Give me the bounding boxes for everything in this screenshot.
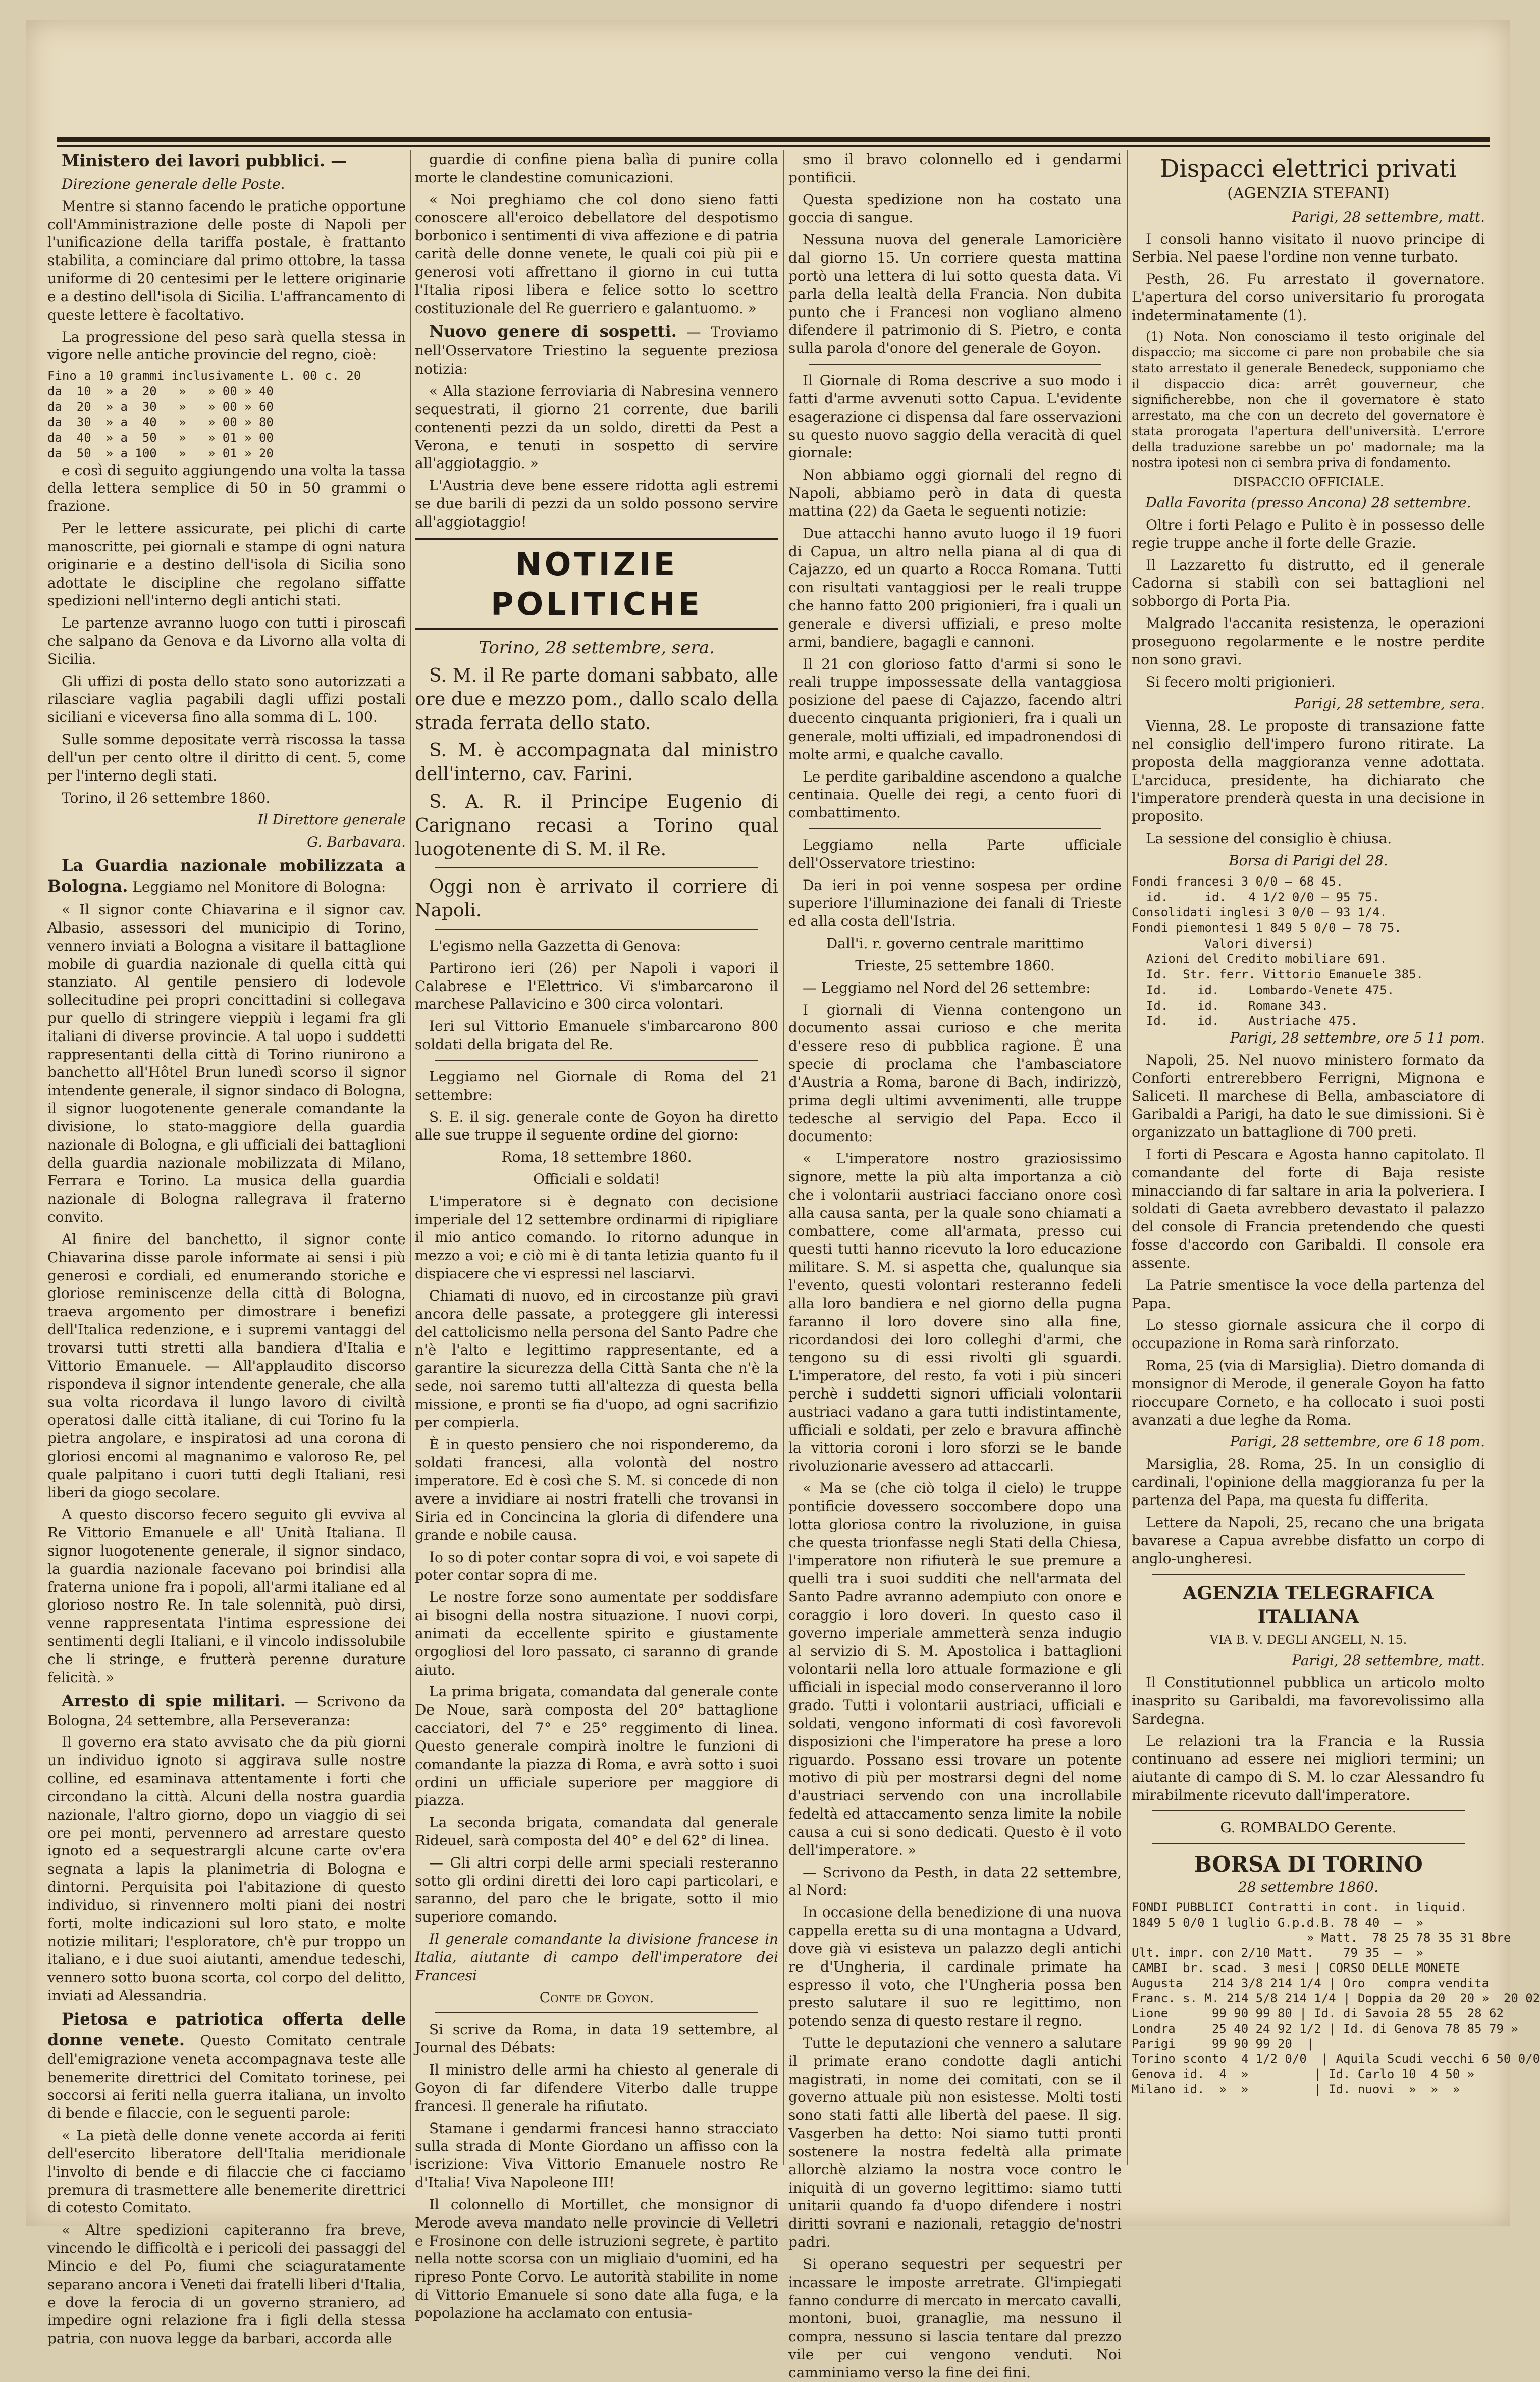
article-heading: Pietosa e patriotica offerta delle donne venete. bbox=[47, 2009, 406, 2049]
paragraph: La seconda brigata, comandata dal generale Rideuel, sarà composta del 40° e del 62° di linea. bbox=[415, 1814, 778, 1849]
paragraph: « La pietà delle donne venete accorda ai feriti dell'esercito liberatore dell'Italia meridionale l'involto di bende e di filaccie che ci facciamo premura di trasmettere alle benemerite direttrici di cotesto Comitato. bbox=[47, 2127, 406, 2216]
tariff-row: da 30 » a 40 » » 00 » 80 bbox=[47, 415, 274, 430]
quote-row: Azioni del Credito mobiliare 691. bbox=[1132, 952, 1387, 966]
dateline: Roma, 18 settembre 1860. bbox=[501, 1149, 692, 1166]
quote-row: Fondi francesi 3 0/0 — 68 45. bbox=[1132, 874, 1344, 889]
paragraph: Il ministro delle armi ha chiesto al generale di Goyon di far difendere Viterbo dalle truppe francesi. Il generale ha rifiutato. bbox=[415, 2061, 778, 2114]
quote-row: Id. id. Lombardo-Venete 475. bbox=[1132, 982, 1395, 997]
signature-title: Il generale comandante la divisione francese in Italia, aiutante di campo dell'imperatore dei Francesi bbox=[415, 1931, 778, 1984]
paragraph: A questo discorso fecero seguito gli evviva al Re Vittorio Emanuele e all' Unità Italiana. Il signor luogotenente generale, il signor sindaco, la guardia nazionale facevano poi brindisi alla fraterna unione fra i popoli, all'armi italiane ed al glorioso nostro Re. In tale solennità, può dirsi, venne rappresentata l'intima espressione dei sentimenti degli Italiani, e il vincolo indissolubile che li stringe, e frutterà perenne durature felicità. » bbox=[47, 1506, 406, 1686]
quote-row: Valori diversi) bbox=[1132, 936, 1314, 951]
dateline: Dalla Favorita (presso Ancona) 28 settembre. bbox=[1145, 494, 1471, 511]
paragraph: Per le lettere assicurate, pei plichi di carte manoscritte, pei giornali e stampe di ogni natura originarie e a destino dell'isola di Sicilia sono adottate le discipline che regolano siffatte spedizioni nell'interno degli antichi stati. bbox=[47, 520, 406, 609]
quote-row: Id. Str. ferr. Vittorio Emanuele 385. bbox=[1132, 967, 1423, 982]
paragraph: Le relazioni tra la Francia e la Russia continuano ad essere nei migliori termini; un aiutante di campo di S. M. lo czar Alessandro fu mirabilmente ricevuto dall'imperatore. bbox=[1132, 1732, 1485, 1804]
column-1 bbox=[47, 150, 406, 2347]
paragraph: Pesth, 26. Fu arrestato il governatore. L'apertura del corso universitario fu prorogata indeterminatamente (1). bbox=[1132, 271, 1485, 324]
divider bbox=[435, 1060, 758, 1061]
divider bbox=[809, 364, 1101, 365]
tariff-row: da 10 » a 20 » » 00 » 40 bbox=[47, 384, 274, 398]
paragraph: Questa spedizione non ha costato una goccia di sangue. bbox=[788, 191, 1122, 226]
dateline: Parigi, 28 settembre, matt. bbox=[1292, 208, 1485, 225]
paragraph: Roma, 25 (via di Marsiglia). Dietro domanda di monsignor di Merode, il generale Goyon ha fatto rioccupare Corneto, e ha collocato i suoi posti avanzati a due leghe da Roma. bbox=[1132, 1357, 1485, 1428]
section-title: Dispacci elettrici privati bbox=[1159, 154, 1457, 183]
bulletin: S. M. è accompagnata dal ministro dell'interno, cav. Farini. bbox=[415, 740, 778, 785]
paragraph: L'imperatore si è degnato con decisione imperiale del 12 settembre ordinarmi di ripigliare il mio antico comando. Io ritorno adunque in mezzo a voi; e ciò mi è di tanta letizia quanto fu il dispiacere che vi espressi nel lasciarvi. bbox=[415, 1193, 778, 1282]
quote-row: Id. id. Austriache 475. bbox=[1132, 1014, 1358, 1028]
paragraph: S. E. il sig. generale conte de Goyon ha diretto alle sue truppe il seguente ordine del giorno: bbox=[415, 1108, 778, 1144]
borsa-row: Genova id. 4 » | Id. Carlo 10 4 50 » bbox=[1132, 2067, 1475, 2082]
paragraph: Io so di poter contar sopra di voi, e voi sapete di poter contar sopra di me. bbox=[415, 1548, 778, 1584]
borsa-title: BORSA DI TORINO bbox=[1194, 1851, 1423, 1877]
paragraph: Stamane i gendarmi francesi hanno stracciato sulla strada di Monte Giordano un affisso con la iscrizione: Viva Vittorio Emanuele nostro Re d'Italia! Viva Napoleone III! bbox=[415, 2119, 778, 2191]
dateline: Parigi, 28 settembre, ore 6 18 pom. bbox=[1230, 1433, 1485, 1451]
paragraph: « Altre spedizioni capiteranno fra breve, vincendo le difficoltà e i pericoli dei passaggi del Mincio e del Po, fiumi che sciaguratamente separano ancora i Veneti dai fratelli liberi d'Italia, e dove la ferocia di un governo straniero, ad impedire ogni relazione fra i figli della stessa patria, con nuova legge da barbari, accorda alle bbox=[47, 2221, 406, 2347]
divider bbox=[435, 929, 758, 930]
paragraph: Lo stesso giornale assicura che il corpo di occupazione in Roma sarà rinforzato. bbox=[1132, 1317, 1485, 1352]
paragraph: — Scrivono da Pesth, in data 22 settembre, al Nord: bbox=[788, 1863, 1122, 1899]
paragraph: guardie di confine piena balìa di punire colla morte le clandestine comunicazioni. bbox=[415, 151, 778, 186]
paragraph: Sulle somme depositate verrà riscossa la tassa dell'un per cento oltre il diritto di cent. 5, come per l'interno degli stati. bbox=[47, 731, 406, 784]
paragraph: Tutte le deputazioni che vennero a salutare il primate erano condotte dagli antichi magistrati, in nome dei comitati, con se il governo attuale più non esistesse. Molti tosti sono stati fatti alle libertà del paese. Il sig. Vasgerben ha detto: Noi siamo tutti pronti sostenere la nostra fedeltà alla primate allorchè alziamo la nostra voce contro le iniquità di un governo legittimo: siamo tutti unitarii quando fa d'uopo difendere i nostri diritti sovrani e nazionali, retaggio de'nostri padri. bbox=[788, 2034, 1122, 2251]
column-4 bbox=[1132, 150, 1540, 2180]
agency-name: (AGENZIA STEFANI) bbox=[1227, 185, 1390, 203]
paragraph: La Patrie smentisce la voce della partenza del Papa. bbox=[1132, 1276, 1485, 1312]
paragraph: Due attacchi hanno avuto luogo il 19 fuori di Capua, un altro nella piana al di qua di Cajazzo, ed un quarto a Rocca Romana. Tutti con risultati vantaggiosi per le reali truppe che hanno fatto 200 prigionieri, fra i quali un generale e diversi uffiziali, e preso molte armi, bandiere, bagagli e cannoni. bbox=[788, 525, 1122, 650]
paragraph: « Noi preghiamo che col dono sieno fatti conoscere all'eroico debellatore del despotismo borbonico i sentimenti di viva affezione e di patria carità delle donne venete, le quali coi più pii e generosi voti affrettano il giorno in cui tutta l'Italia riposi libera e felice sotto lo scettro costituzionale del Re guerriero e galantuomo. » bbox=[415, 191, 778, 317]
borsa-row: Londra 25 40 24 92 1/2 | Id. di Genova 78 85 79 » bbox=[1132, 2022, 1518, 2036]
borsa-row: CAMBI br. scad. 3 mesi | CORSO DELLE MONETE bbox=[1132, 1961, 1460, 1976]
bulletin: S. A. R. il Principe Eugenio di Carignano recasi a Torino qual luogotenente di S. M. il Re. bbox=[415, 791, 778, 860]
paragraph: Si scrive da Roma, in data 19 settembre, al Journal des Débats: bbox=[415, 2021, 778, 2056]
quote-row: Id. id. Romane 343. bbox=[1132, 998, 1329, 1013]
paragraph: Le nostre forze sono aumentate per soddisfare ai bisogni della nostra situazione. I nuovi corpi, animati da eccellente spirito e giustamente orgogliosi del loro passato, ci saranno di grande aiuto. bbox=[415, 1589, 778, 1678]
paragraph: La sessione del consiglio è chiusa. bbox=[1146, 830, 1392, 847]
paragraph: « Alla stazione ferroviaria di Nabresina vennero sequestrati, il giorno 21 corrente, due barili contenenti pezzi da un soldo, diretti da Pest a Verona, e tenuti in sospetto di servire all'aggiotaggio. » bbox=[415, 383, 778, 472]
dateline: Parigi, 28 settembre, ore 5 11 pom. bbox=[1230, 1029, 1485, 1046]
borsa-row: Torino sconto 4 1/2 0/0 | Aquila Scudi vecchi 6 50 0/0 bbox=[1132, 2052, 1540, 2066]
subsection-title: Borsa di Parigi del 28. bbox=[1229, 852, 1388, 869]
paragraph: Al finire del banchetto, il signor conte Chiavarina disse parole informate ai sensi i più generosi e cordiali, ed enumerando storiche e gloriose reminiscenze della città di Bologna, traeva argomento per dimostrare i benefizi dell'Italica redenzione, e i supremi vantaggi del trovarsi tutti stretti alla bandiera d'Italia e Vittorio Emanuele. — All'applaudito discorso rispondeva il signor intendente generale, che alla sua volta ricordava il lungo lavoro di civiltà operatosi dalle città italiane, di cui Torino fu la pietra angolare, e inspiratosi ad una corona di gloriosi encomi al magnanimo e valoroso Re, pel quale palpitano i cuori tutti degli Italiani, resi liberi da giogo secolare. bbox=[47, 1230, 406, 1501]
top-rule bbox=[57, 137, 1490, 142]
paragraph: I forti di Pescara e Agosta hanno capitolato. Il comandante del forte di Baja resiste minacciando di far saltare in aria la polveriera. I soldati di Gaeta avrebbero devastato il palazzo del console di Francia pretendendo che questi fosse d'accordo con Garibaldi. Il console era assente. bbox=[1132, 1146, 1485, 1271]
borsa-date: 28 settembre 1860. bbox=[1238, 1878, 1379, 1895]
divider bbox=[1152, 1843, 1465, 1844]
borsa-row: Lione 99 90 99 80 | Id. di Savoia 28 55 28 62 bbox=[1132, 2006, 1504, 2021]
top-rule-thin bbox=[57, 145, 1490, 147]
article-lead: — Troviamo nell'Osservatore Triestino la seguente preziosa notizia: bbox=[415, 324, 779, 378]
borsa-row: » Matt. 78 25 78 35 31 8bre bbox=[1132, 1931, 1511, 1945]
tariff-row: da 20 » a 30 » » 00 » 60 bbox=[47, 399, 274, 414]
borsa-row: Augusta 214 3/8 214 1/4 | Oro compra vendita bbox=[1132, 1976, 1490, 1991]
paragraph: Il Giornale di Roma descrive a suo modo i fatti d'arme avvenuti sotto Capua. L'evidente esagerazione ci dispensa dal fare osservazioni su questo nuovo saggio della veracità di quel giornale: bbox=[788, 372, 1122, 461]
paragraph: In occasione della benedizione di una nuova cappella eretta su di una montagna a Udvard, dove già vi esisteva un palazzo degli antichi re d'Ungheria, il cardinale primate ha espresso il voto, che l'Ungheria possa ben presto salutare il suo re legittimo, non potendo senza di questo restare il regno. bbox=[788, 1904, 1122, 2030]
paragraph: « Ma se (che ciò tolga il cielo) le truppe pontificie dovessero soccombere dopo una lotta gloriosa contro la rivoluzione, in guisa che questa trionfasse negli Stati della Chiesa, l'imperatore non rifiuterà le sue premure a quelli tra i suoi sudditi che nell'armata del Santo Padre avranno adempiuto con onore e coraggio i loro doveri. In questo caso il governo imperiale ammetterà senza indugio al servizio di S. M. Apostolica i battaglioni volontarii nella loro attuale formazione e gli ufficiali in ispecial modo conserveranno il loro grado. Tutti i volontarii austriaci, ufficiali e soldati, vengono informati di così favorevoli disposizioni che l'imperatore ha prese a loro riguardo. Possano essi trovare un potente motivo di più per mostrarsi degni del nome d'austriaci servendo con una incrollabile fedeltà ed attaccamento senza limite la nobile causa a cui si sono dedicati. Questo è il voto dell'imperatore. » bbox=[788, 1480, 1122, 1858]
borsa-row: Franc. s. M. 214 5/8 214 1/4 | Doppia da 20 20 » 20 02 bbox=[1132, 1991, 1540, 2006]
borsa-row: Ult. impr. con 2/10 Matt. 79 35 — » bbox=[1132, 1946, 1423, 1960]
article-heading: Nuovo genere di sospetti. bbox=[429, 322, 677, 341]
tariff-row: da 40 » a 50 » » 01 » 00 bbox=[47, 431, 274, 445]
subsection-title: DISPACCIO OFFICIALE. bbox=[1233, 475, 1384, 490]
paragraph: « L'imperatore nostro graziosissimo signore, mette la più alta importanza a ciò che i volontarii austriaci facciano onore così alla causa santa, per la quale sono chiamati a combattere, come all'armata, presso cui questi tutti hanno ricevuto la loro educazione militare. S. M. si aspetta che, qualunque sia l'evento, questi volontari resteranno fedeli alla loro bandiera e nel giorno della pugna faranno il loro dovere sino alla fine, ricordandosi dei loro colleghi d'armi, che tengono su di essi rivolti gli sguardi. L'imperatore, del resto, fa voti i più sinceri perchè i suddetti signori ufficiali volontarii austriaci vadano a gara tutti indistintamente, ufficiali e soldati, per zelo e bravura affinchè la vittoria coroni i loro sforzi se le bande rivoluzionarie avessero ad attaccarli. bbox=[788, 1150, 1122, 1475]
dateline: Torino, 28 settembre, sera. bbox=[479, 638, 715, 658]
column-separator bbox=[783, 150, 784, 2165]
paragraph: La progressione del peso sarà quella stessa in vigore nelle antiche provincie del regno, cioè: bbox=[47, 328, 406, 364]
paragraph: Marsiglia, 28. Roma, 25. In un consiglio di cardinali, l'opinione della maggioranza fu per la partenza del Papa, ma questa fu differita. bbox=[1132, 1456, 1485, 1509]
paragraph: È in questo pensiero che noi risponderemo, da soldati francesi, alla volontà del nostro imperatore. Ed è così che S. M. si concede di non avere a invidiare ai nostri fratelli che trovansi in Siria ed in Concincina la gloria di difendere una grande e nobile causa. bbox=[415, 1436, 778, 1543]
signature-name: Conte de Goyon. bbox=[539, 1989, 654, 2006]
borsa-row: 1849 5 0/0 1 luglio G.p.d.B. 78 40 — » bbox=[1132, 1915, 1423, 1930]
article-heading: Ministero dei lavori pubblici. — bbox=[62, 151, 347, 170]
paragraph: Partirono ieri (26) per Napoli i vapori il Calabrese e l'Elettrico. Vi s'imbarcarono il marchese Pallavicino e 300 circa volontari. bbox=[415, 959, 778, 1013]
paragraph: Chiamati di nuovo, ed in circostanze più gravi ancora delle passate, a proteggere gli interessi del cattolicismo nella persona del Santo Padre che n'è l'alto e legittimo rappresentante, ed a garantire la sicurezza della Città Santa che n'è la sede, noi saremo tutti all'altezza di questa bella missione, e pronti se fia d'uopo, ad ogni sacrifizio per compierla. bbox=[415, 1287, 778, 1431]
paragraph: Si operano sequestri per sequestri per incassare le imposte arretrate. Gl'impiegati fanno condurre di mercato in mercato cavalli, montoni, buoi, granaglie, ma nessuno il compra, nessuno si lascia tentare dal prezzo vile per cui vengono venduti. Noi camminiamo verso la fine dei fini. bbox=[788, 2255, 1122, 2381]
tariff-row: da 50 » a 100 » » 01 » 20 bbox=[47, 446, 274, 460]
footnote: (1) Nota. Non conosciamo il testo originale del dispaccio; ma siccome ci pare non probabile che sia stato arrestato il generale Benedeck, supponiamo che il dispaccio dica: arrêt gouverneur, che significherebbe, non che il governatore è stato arrestato, ma che con un decreto del governatore è stata prorogata l'apertura dell'università. L'errore della traduzione sarebbe un po' madornale; ma la nostra ipotesi non ci sembra priva di fondamento. bbox=[1132, 329, 1485, 470]
divider bbox=[1152, 1810, 1465, 1811]
quote-row: Fondi piemontesi 1 849 5 0/0 — 78 75. bbox=[1132, 920, 1402, 935]
paragraph: Le partenze avranno luogo con tutti i piroscafi che salpano da Genova e da Livorno alla volta di Sicilia. bbox=[47, 614, 406, 667]
article-lead: Leggiamo nel Monitore di Bologna: bbox=[132, 878, 386, 896]
paragraph: L'egismo nella Gazzetta di Genova: bbox=[429, 937, 681, 954]
paragraph: Napoli, 25. Nel nuovo ministero formato da Conforti entrerebbero Ferrigni, Mignona e Saliceti. Il marchese di Bella, ambasciatore di Garibaldi a Parigi, ha dato le sue dimissioni. Si è organizzato un battaglione di 700 preti. bbox=[1132, 1051, 1485, 1141]
bulletin: S. M. il Re parte domani sabbato, alle ore due e mezzo pom., dallo scalo della strada ferrata dello stato. bbox=[415, 665, 778, 734]
signature-title: Dall'i. r. governo centrale marittimo bbox=[826, 935, 1084, 952]
signature-title: Il Direttore generale bbox=[257, 811, 406, 828]
paragraph: smo il bravo colonnello ed i gendarmi pontificii. bbox=[788, 151, 1122, 186]
paragraph: L'Austria deve bene essere ridotta agli estremi se due barili di pezzi da un soldo possono servire all'aggiotaggio! bbox=[415, 477, 778, 530]
paragraph: « Il signor conte Chiavarina e il signor cav. Albasio, assessori del municipio di Torino, vennero inviati a Bologna a visitare il battaglione mobile di guardia nazionale di quella città qui stanziato. Al gentile pensiero di lodevole sollecitudine pei propri concittadini si collegava pur quello di stringere vieppiù i legami fra gli italiani di diverse provincie. A tal uopo i suddetti rappresentanti della città di Torino riunirono a banchetto all'Hôtel Brun lunedì scorso il signor intendente generale, il signor sindaco di Bologna, il signor luogotenente generale comandante la divisione, lo stato-maggiore della guardia nazionale di Bologna, e gli ufficiali dei battaglioni della guardia nazionale mobilizzata di Milano, Ferrara e Torino. La musica della guardia nazionale di Bologna rallegrava il fraterno convito. bbox=[47, 901, 406, 1226]
signature-name: G. Barbavara. bbox=[307, 834, 406, 851]
paragraph: Il Constitutionnel pubblica un articolo molto inasprito su Garibaldi, ma favorevolissimo alla Sardegna. bbox=[1132, 1674, 1485, 1727]
paragraph: e così di seguito aggiungendo una volta la tassa della lettera semplice di 50 in 50 grammi o frazione. bbox=[47, 461, 406, 515]
salutation: Officiali e soldati! bbox=[533, 1171, 660, 1187]
borsa-row: Parigi 99 90 99 20 | bbox=[1132, 2037, 1314, 2051]
paragraph: — Leggiamo nel Nord del 26 settembre: bbox=[803, 979, 1091, 996]
paragraph: Torino, il 26 settembre 1860. bbox=[62, 789, 271, 806]
paragraph: I giornali di Vienna contengono un documento assai curioso e che merita d'essere reso di pubblica ragione. È una specie di proclama che l'ambasciatore d'Austria a Roma, barone di Bach, indirizzò, prima degli ultimi avvenimenti, alle truppe tedesche al servigio del Papa. Ecco il documento: bbox=[788, 1001, 1122, 1145]
section-banner: NOTIZIE POLITICHE bbox=[415, 538, 778, 631]
paragraph: Da ieri in poi venne sospesa per ordine superiore l'illuminazione dei fanali di Trieste ed alla costa dell'Istria. bbox=[788, 876, 1122, 930]
borsa-row: FONDI PUBBLICI Contratti in cont. in liquid. bbox=[1132, 1900, 1467, 1915]
paragraph: Leggiamo nel Giornale di Roma del 21 settembre: bbox=[415, 1068, 778, 1103]
article-heading: Arresto di spie militari. bbox=[62, 1691, 286, 1711]
column-2 bbox=[415, 150, 779, 2321]
article-subheading: Direzione generale delle Poste. bbox=[62, 175, 285, 192]
divider bbox=[435, 2012, 758, 2013]
quote-row: Consolidati inglesi 3 0/0 — 93 1/4. bbox=[1132, 905, 1387, 920]
paragraph: Mentre si stanno facendo le pratiche opportune coll'Amministrazione delle poste di Napoli per l'unificazione della tariffa postale, è frattanto stabilita, a cominciare dal primo ottobre, la tassa uniforme di 20 centesimi per le lettere originarie e a destino dell'isola di Sicilia. L'affrancamento di queste lettere è facoltativo. bbox=[47, 197, 406, 323]
paragraph: Si fecero molti prigionieri. bbox=[1146, 673, 1336, 690]
footer-ornament bbox=[834, 2141, 935, 2146]
paragraph: Il 21 con glorioso fatto d'armi si sono le reali truppe impossessate della vantaggiosa posizione del paese di Cajazzo, facendo altri duecento cinquanta prigionieri, fra i quali un generale, molti uffiziali, ed impadronendosi di molte armi, e qualche cavallo. bbox=[788, 655, 1122, 763]
article-lead: — Scrivono da Bologna, 24 settembre, alla Perseveranza: bbox=[47, 1693, 406, 1729]
paragraph: — Gli altri corpi delle armi speciali resteranno sotto gli ordini diretti dei loro capi particolari, e saranno, del paro che le brigate, sotto il mio superiore comando. bbox=[415, 1854, 778, 1926]
dateline: Parigi, 28 settembre, sera. bbox=[1294, 695, 1485, 712]
divider bbox=[809, 828, 1101, 829]
article-lead: Questo Comitato centrale dell'emigrazione veneta accompagnava teste alle benemerite direttrici del Comitato torinese, pei soccorsi ai feriti nella guerra italiana, un involto di bende e filaccie, con le seguenti parole: bbox=[47, 2032, 406, 2122]
column-separator bbox=[1127, 150, 1128, 2165]
paragraph: La prima brigata, comandata dal generale conte De Noue, sarà composta del 20° battaglione cacciatori, del 7° e 25° reggimento di linea. Questo generale compirà inoltre le funzioni di comandante la piazza di Roma, e avrà sotto i suoi ordini un ufficiale superiore per maggiore di piazza. bbox=[415, 1683, 778, 1809]
quote-row: id. id. 4 1/2 0/0 — 95 75. bbox=[1132, 890, 1380, 904]
column-3 bbox=[788, 150, 1122, 2381]
agency-address: VIA B. V. DEGLI ANGELI, N. 15. bbox=[1209, 1633, 1407, 1647]
paragraph: Non abbiamo oggi giornali del regno di Napoli, abbiamo però in data di questa mattina (22) da Gaeta le seguenti notizie: bbox=[788, 467, 1122, 520]
gerente: G. ROMBALDO Gerente. bbox=[1220, 1819, 1397, 1836]
paragraph: Oltre i forti Pelago e Pulito è in possesso delle regie truppe anche il forte delle Grazie. bbox=[1132, 516, 1485, 551]
article-heading: La Guardia nazionale mobilizzata a Bologna. bbox=[47, 856, 406, 896]
subsection-title: AGENZIA TELEGRAFICA ITALIANA bbox=[1183, 1583, 1434, 1628]
paragraph: Il governo era stato avvisato che da più giorni un individuo ignoto si aggirava sulle nostre colline, ed esaminava attentamente i forti che circondano la città. Alcuni della nostra guardia nazionale, l'altro giorno, dopo un viaggio di sei ore pei monti, pervennero ad arrestare questo ignoto ed a sequestrargli alcune carte ov'era segnata a lapis la planimetria di Bologna e dintorni. Perquisita poi l'abitazione di questo individuo, si rinvennero molti piani dei nostri forti, molte indicazioni sul loro stato, e molte notizie militari; l'esploratore, ch'è pur troppo un italiano, e i due suoi aiutanti, amendue tedeschi, vennero sotto buona scorta, col corpo del delitto, inviati ad Alessandria. bbox=[47, 1734, 406, 2004]
borsa-row: Milano id. » » | Id. nuovi » » » bbox=[1132, 2082, 1460, 2097]
divider bbox=[1152, 1574, 1465, 1575]
paragraph: Le perdite garibaldine ascendono a qualche centinaia. Quelle dei regi, a cento fuori di combattimento. bbox=[788, 768, 1122, 821]
paragraph: Nessuna nuova del generale Lamoricière dal giorno 15. Un corriere questa mattina portò una lettera di lui sotto questa data. Vi parla della lealtà della Francia. Non dubita punto che i Francesi non vogliano almeno difendere il patrimonio di S. Pietro, e conta sulla parola d'onore del generale de Goyon. bbox=[788, 231, 1122, 357]
paragraph: Lettere da Napoli, 25, recano che una brigata bavarese a Capua avrebbe disfatto un corpo di anglo-ungheresi. bbox=[1132, 1514, 1485, 1567]
newspaper-page bbox=[26, 20, 1540, 2381]
paragraph: Il Lazzaretto fu distrutto, ed il generale Cadorna si stabilì con sei battaglioni nel sobborgo di Porta Pia. bbox=[1132, 556, 1485, 610]
paragraph: Vienna, 28. Le proposte di transazione fatte nel consiglio dell'impero furono ritirate. La proposta della maggioranza venne adottata. L'arciduca, presidente, ha dichiarato che l'imperatore prenderà questa in una decisione in proposito. bbox=[1132, 717, 1485, 825]
dateline: Parigi, 28 settembre, matt. bbox=[1292, 1652, 1485, 1669]
tariff-row: Fino a 10 grammi inclusivamente L. 00 c. 20 bbox=[47, 369, 361, 383]
paragraph: Leggiamo nella Parte ufficiale dell'Osservatore triestino: bbox=[788, 836, 1122, 871]
paragraph: Gli uffizi di posta dello stato sono autorizzati a rilasciare vaglia pagabili dagli uffizi postali siciliani e viceversa fino alla somma di L. 100. bbox=[47, 672, 406, 726]
divider bbox=[435, 867, 758, 868]
dateline: Trieste, 25 settembre 1860. bbox=[855, 957, 1055, 974]
column-separator bbox=[410, 150, 411, 2165]
bulletin: Oggi non è arrivato il corriere di Napoli. bbox=[415, 876, 778, 921]
paragraph: Ieri sul Vittorio Emanuele s'imbarcarono 800 soldati della brigata del Re. bbox=[415, 1018, 778, 1053]
paragraph: Malgrado l'accanita resistenza, le operazioni proseguono regolarmente e le nostre perdite non sono gravi. bbox=[1132, 615, 1485, 668]
paragraph: I consoli hanno visitato il nuovo principe di Serbia. Nel paese l'ordine non venne turbato. bbox=[1132, 230, 1485, 266]
paragraph: Il colonnello di Mortillet, che monsignor di Merode aveva mandato nelle provincie di Velletri e Frosinone con delle istruzioni segrete, è partito nella notte scorsa con un migliaio d'uomini, ed ha ripreso Ponte Corvo. Le autorità stabilite in nome di Vittorio Emanuele si sono date alla fuga, e la popolazione ha acclamato con entusia- bbox=[415, 2196, 778, 2321]
